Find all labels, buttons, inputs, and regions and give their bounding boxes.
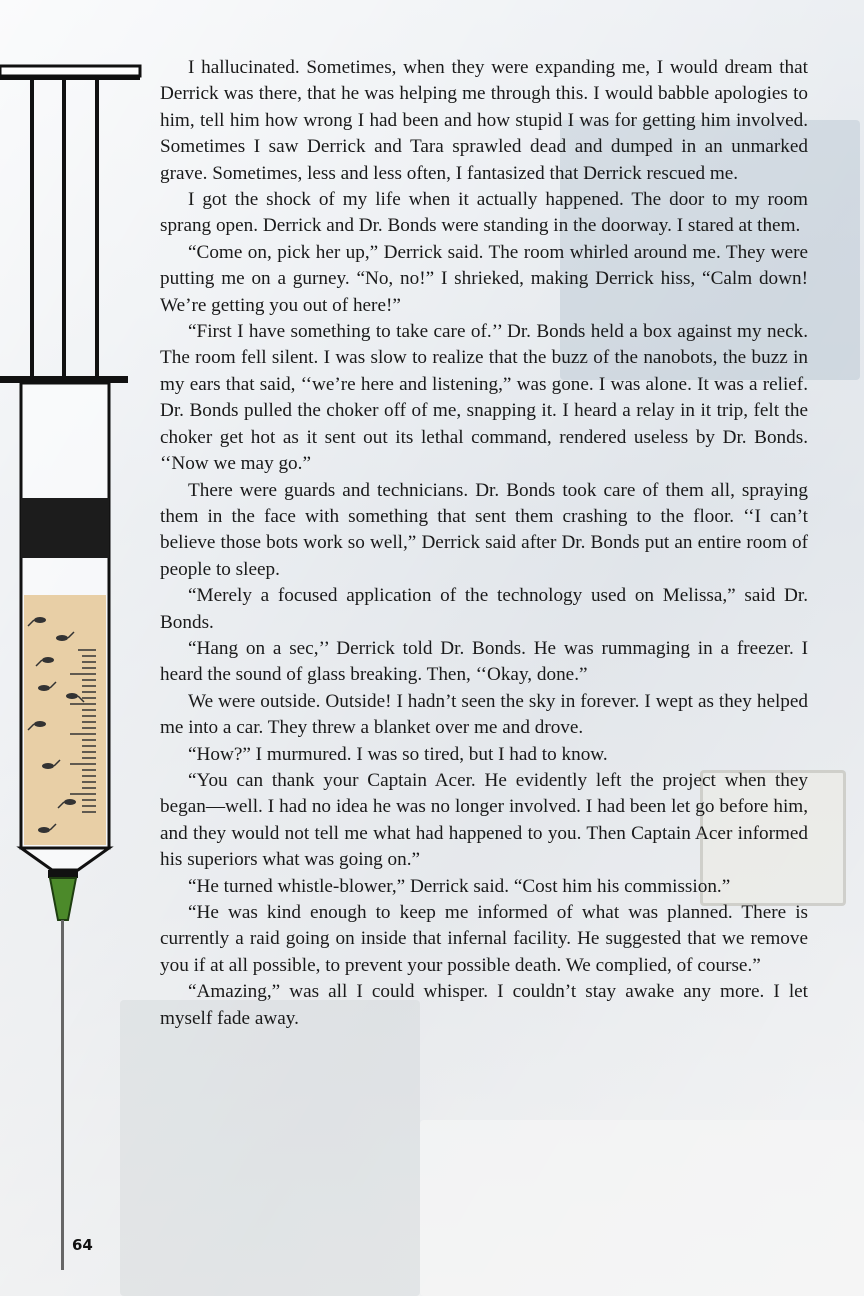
paragraph: “First I have something to take care of.’’ Dr. Bonds held a box against my neck. The room fell silent. I was slow to realize that the buzz of the nanobots, the buzz in my ears that said, ‘‘we’re here and listening,” was gone. I was alone. It was a relief. Dr. Bonds pulled the choker off of me, snapping it. I heard a relay in it trip, felt the choker get hot as it sent out its lethal command, rendered useless by Dr. Bonds. ‘‘Now we may go.” bbox=[160, 321, 808, 475]
story-text bbox=[160, 55, 808, 1032]
syringe-icon bbox=[0, 60, 150, 1280]
paragraph: “He turned whistle-blower,” Derrick said. “Cost him his commission.” bbox=[188, 875, 731, 897]
paragraph: “Hang on a sec,’’ Derrick told Dr. Bonds. He was rummaging in a freezer. I heard the sound of glass breaking. Then, ‘‘Okay, done.” bbox=[160, 637, 808, 686]
paragraph: I hallucinated. Sometimes, when they were expanding me, I would dream that Derrick was there, that he was helping me through this. I would babble apologies to him, tell him how wrong I had been and how stupid I was for getting him involved. Sometimes I saw Derrick and Tara sprawled dead and dumped in an unmarked grave. Sometimes, less and less often, I fantasized that Derrick rescued me. bbox=[160, 57, 808, 184]
plunger-stopper bbox=[21, 498, 109, 558]
paragraph: “How?” I murmured. I was so tired, but I had to know. bbox=[188, 743, 608, 765]
paragraph: “Come on, pick her up,” Derrick said. The room whirled around me. They were putting me on a gurney. “No, no!” I shrieked, making Derrick hiss, “Calm down! We’re getting you out of here!” bbox=[160, 241, 808, 316]
paragraph: “Merely a focused application of the technology used on Melissa,” said Dr. Bonds. bbox=[160, 585, 808, 633]
page-number: 64 bbox=[72, 1236, 93, 1254]
paragraph: We were outside. Outside! I hadn’t seen the sky in forever. I wept as they helped me into a car. They threw a blanket over me and drove. bbox=[160, 690, 808, 739]
paragraph: I got the shock of my life when it actually happened. The door to my room sprang open. Derrick and Dr. Bonds were standing in the doorway. I stared at them. bbox=[160, 189, 808, 237]
background-shelf bbox=[120, 1000, 420, 1296]
paragraph: There were guards and technicians. Dr. Bonds took care of them all, spraying them in the face with something that sent them crashing to the floor. ‘‘I can’t believe those bots work so well,” Derrick said after Dr. Bonds put an entire room of people to sleep. bbox=[160, 479, 808, 580]
syringe-liquid bbox=[24, 595, 106, 845]
paragraph: “He was kind enough to keep me informed of what was planned. There is currently a raid going on inside that infernal facility. He suggested that we remove you if at all possible, to prevent your possible death. We complied, of course.” bbox=[160, 902, 808, 976]
paragraph: “You can thank your Captain Acer. He evidently left the project when they began—well. I had no idea he was no longer involved. I had been let go before him, and they would not tell me what had happened to you. Then Captain Acer informed his superiors what was going on.” bbox=[160, 769, 808, 871]
needle-hub bbox=[50, 878, 76, 920]
paragraph: “Amazing,” was all I could whisper. I couldn’t stay awake any more. I let myself fade away. bbox=[160, 981, 808, 1029]
background-desk bbox=[420, 1120, 864, 1296]
